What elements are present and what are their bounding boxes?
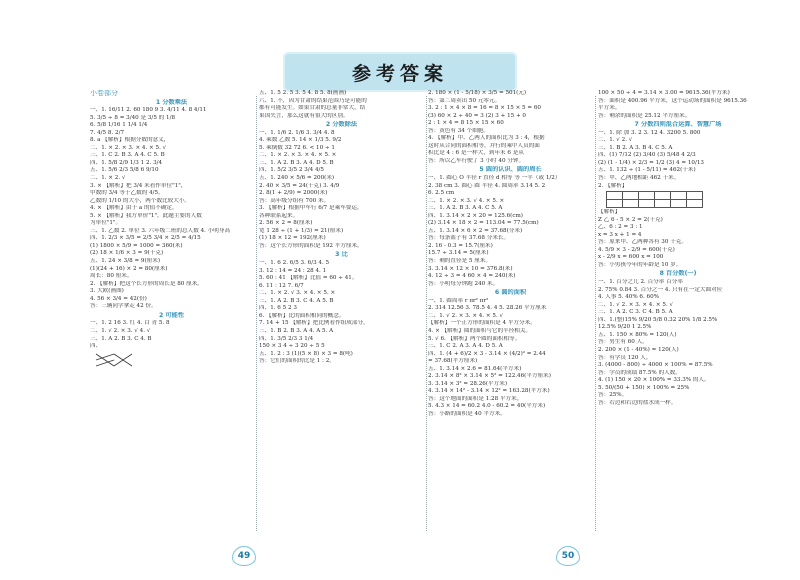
answer-line: 【解析】 [598, 209, 621, 216]
answer-line: 一、1. 2 16 3. 红 4. 白 青 5. 8 [90, 320, 170, 327]
answer-line: 果国失言，那么这就有很大的区别。 [259, 112, 349, 119]
answer-line: (1) 18 × 12 = 192(厘米) [259, 235, 326, 242]
answer-line: 5. 4.3 × 14 = 60.2 4.0 - 60.2 = 40(平方米) [428, 403, 546, 410]
answer-line: 6. 2.5 cm [428, 190, 455, 197]
answer-line: 5. × 【解析】我方单价"1"，此题主要的人数 [90, 212, 202, 219]
answer-line: 六、1. 不，因为甘肃的结果范围乃是可能的 [259, 97, 367, 104]
answer-line: 4. 12 ÷ 3 = 4 60 × 4 = 240(米) [428, 273, 516, 280]
table-cell [655, 200, 671, 208]
answer-line: 5. √ 6. 【解析】两个圆的面积相等。 [428, 335, 521, 342]
answer-line: 答：小明每分钟跑 240 米。 [428, 280, 499, 287]
answer-line: 2. 38 cm 3. 圆心 圆 半径 4. 圆周率 3.14 5. 2 [428, 182, 546, 189]
answer-line: 答：这个长方形的面积是 192 平方厘米。 [259, 242, 363, 249]
answer-line: 五、1. 2 : 3 (1)(5 × 8) × 3 = 8(吨) [259, 350, 353, 357]
answer-line: 乙、6 : 2 = 3 : 1 [598, 224, 643, 231]
answer-line: 4. 乘数 乙数 5. 14 × 1/3 5. 9/2 [259, 137, 342, 144]
section-heading: 7 分数四则混合运算、智慧广场 [634, 121, 722, 129]
answer-column-3 [428, 90, 593, 540]
answer-line: 6. 11 : 12 7. 6/7 [259, 282, 304, 289]
answer-line: 3. × 【解析】把 3/4 米看作单位"1"， [90, 182, 187, 189]
answer-key-banner [283, 52, 517, 92]
answer-line: 周长：80 厘米。 [90, 273, 133, 280]
answer-line: 二、1. × 2. √ [90, 175, 126, 182]
answer-line: 7. 14 + 15 【解析】把比例看作组成部分， [259, 320, 369, 327]
answer-line: 三、1. 乙数 2. 单位 3. 六年级二班的总人数 4. 小明身高 [90, 227, 231, 234]
answer-line: 3. 【解析】根据甲车行 6/7 是乘车要运， [259, 205, 363, 212]
answer-line: 二、1. × 2. × 3. × 4. × 5. × [259, 152, 337, 159]
page-number-right: 50 [556, 546, 580, 566]
answer-line: 2. 56 × 2 = 8(厘米) [259, 220, 313, 227]
answer-line: 积比是 4 : 6 是一样大，到年末 6 是从 [428, 150, 524, 157]
answer-line: 四、1. (4 + 6)/2 × 3 - 3.14 × (4/2)² = 2.44 [428, 350, 546, 357]
section-heading: 8 百分数(一) [659, 270, 697, 278]
answer-line: 15.7 ÷ 3.14 = 5(厘米) [428, 250, 489, 257]
answer-line: x - 2/9 x = 600 x = 100 [598, 254, 664, 261]
answer-line: 乙数的 1/10 的大小，两个数比较大小。 [90, 197, 191, 204]
answer-line: 答：所以乙车行驶了 3 小时 40 分钟。 [428, 157, 525, 164]
answer-line: 3. 2 : 1 × 4 × 8 = 16 = 8 × 15 × 5 = 60 [428, 105, 541, 112]
answer-line: 3. 12 : 14 = 24 : 28 4. 1 [259, 267, 327, 274]
table-cell [655, 192, 671, 200]
answer-line: 4. 3.14 × 14² - 3.14 × 12² = 163.28(平方米) [428, 388, 550, 395]
answer-line: (3) 60 × 2 ÷ 40 = 3 (2) 3 + 15 + 0 [428, 112, 526, 119]
answer-line: 三、1. B 2. B 3. A 4. A 5. A [259, 327, 334, 334]
answer-line: 答：男生有 60 人。 [598, 339, 648, 346]
answer-line: 3. (4000 - 800) ÷ 4000 × 100% = 87.5% [598, 362, 713, 369]
answer-line: 答：面积是 400.96 平方米，这个运动场的面积是 9615.36 [598, 97, 747, 104]
table-cell [623, 200, 639, 208]
answer-line: 三、1. C 2. B 3. A 4. C 5. B [90, 152, 165, 159]
answer-line: 三、1. C 2. A 3. A 4. D 5. A [428, 343, 503, 350]
answer-line: 答：剩的直径是 5 厘米。 [428, 258, 492, 265]
answer-line: 四、1. 2/3 × 3/5 = 2/5 3/4 × 2/5 = 4/15 [90, 235, 201, 242]
answer-line: 答：原来甲、乙两种各有 30 千克。 [598, 239, 687, 246]
answer-line: 一、1. 百分之几 2. 百分率 百分率 [598, 279, 683, 286]
answer-line: 二、1. × 2. √ 3. × 4. × 5. × [259, 290, 336, 297]
answer-line: 三、1. A 2. B 3. A 4. C 5. A [428, 205, 503, 212]
answer-line: 7. 4/5 8. 2/7 [90, 129, 125, 136]
answer-line: 4. × 【解析】由于 a 的值不确定。 [90, 205, 178, 212]
answer-line: 3. 大欧(画图) [90, 288, 124, 295]
answer-line: 12.5% 9/20 1 2.5% [598, 324, 652, 331]
answer-line: 答：高年级分组有 700 米。 [259, 197, 330, 204]
answer-line: (1)(24 + 16) × 2 = 80(厘米) [90, 265, 168, 272]
answer-line: = 37.68(平方厘米) [428, 358, 478, 365]
answer-line: 2. 【解析】把这个长方形的周长是 80 厘米。 [90, 280, 203, 287]
page-number-left: 49 [232, 546, 256, 566]
column-divider [426, 96, 427, 531]
answer-line: Z 乙 6 - 5 × 2 = 2(千克) [598, 216, 663, 223]
answer-line: 五、1. 5/6 2/3 5/8 6 9/10 [90, 167, 159, 174]
answer-line: 答：这个地面的面积是 1.28 平方米。 [428, 395, 523, 402]
answer-line: 答：学员的成绩 87.5% 的人数。 [598, 369, 681, 376]
table-cell [639, 200, 655, 208]
answer-line: 二、1. √ 2. √ [598, 137, 633, 144]
answer-line: 二、1. × 2. × 3. × 4. × 5. √ [90, 144, 167, 151]
answer-line: 二、1. √ 2. × 3. √ 4. √ [90, 327, 151, 334]
answer-line: 答：它们的面积的比是 1 : 2。 [259, 358, 335, 365]
answer-line: 4. 人事 5. 40% 6. 60% [598, 294, 659, 301]
answer-line: 五、1. 150 × 80% = 120(人) [598, 331, 677, 338]
answer-line: 答：小路的面积是 40 平方米。 [428, 410, 506, 417]
answer-line: 四、1. 5/2 3/5 2 3/4 4/5 [259, 167, 324, 174]
answer-line: 一、1. 6 2. 6/5 3. 6/3 4. 5 [259, 260, 330, 267]
answer-line: 答：每条篮子有 37.68 分米长。 [428, 235, 510, 242]
answer-line: 五、1. 5 2. 5 3. 5 4. 8 5. 8(画画) [259, 90, 347, 96]
answer-line: 6. 5/8 1/16 1 1/4 1/4 [90, 122, 148, 129]
answer-line: 四、(1) 7/12 (2) 3/40 (3) 5/48 4 2/3 [598, 152, 696, 159]
answer-line: 6. 【解析】比的面积相同的概念。 [259, 312, 345, 319]
answer-line: 五、1. 240 × 5/6 = 200(米) [259, 175, 335, 182]
answer-line: 平方米。 [598, 105, 621, 112]
answer-line: 三、1. A 2. B 3. C 4. A 5. B [259, 297, 334, 304]
answer-line: 答：右边和右边的盐水成一样。 [598, 399, 677, 406]
answer-line: 5. 乘倒数 32 72 6. < 10 ÷ 1 [259, 144, 335, 151]
answer-line: 三、1. A 2. C 3. C 4. B 5. A [598, 309, 673, 316]
answer-line: 甲数的 3/4 等于乙数的 4/5， [90, 190, 164, 197]
answer-line: (2) 3.14 × 18 × 2 = 113.04 = 77.5(cm) [428, 220, 539, 227]
answer-line: 2. 200 × (1 - 40%) = 120(人) [598, 346, 679, 353]
answer-line: 答：有学员 120 人。 [598, 354, 652, 361]
table-cell [639, 192, 655, 200]
answer-line: 答：黄色有 34 个细胞。 [428, 127, 490, 134]
answer-line: 一、1. 圆心 O 半径 r 直径 d 相等 等 一半（或 1/2） [428, 175, 561, 182]
answer-line: (2) 18 × 1/6 × 3 = 9(千克) [90, 250, 164, 257]
answer-line: 五、1. 3.14 × 6 × 2 = 37.68(分米) [428, 227, 523, 234]
match-line [96, 354, 114, 360]
answer-line: 4. (1) 150 × 20 × 100% = 33.3% 的人。 [598, 377, 710, 384]
answer-line: 为单位"1"。 [90, 220, 122, 227]
answer-line: 2. 40 × 3/5 = 24(千克) 3. 4/9 [259, 182, 340, 189]
answer-line: 2. 180 × (1 - 5/18) × 3/5 = 501(元) [428, 90, 527, 96]
answer-line: 答：小男孩今年的年龄是 10 岁。 [598, 261, 682, 268]
answer-line: 答：甲、乙两地相距 462 千米。 [598, 175, 680, 182]
answer-line: 【解析】一个正方形的面积是 4 平方分米。 [428, 320, 536, 327]
answer-line: 五、1. 132 ÷ (1 - 5/11) = 462(千米) [598, 167, 696, 174]
table-cell [671, 200, 687, 208]
answer-line: 四、1. 6 5 2 3 [259, 305, 297, 312]
section-heading: 6 圆的面积 [494, 289, 527, 297]
answer-column-2 [259, 90, 424, 540]
answer-column-4 [598, 90, 758, 540]
answer-line: 四、 [90, 343, 102, 350]
column-divider [256, 96, 257, 531]
answer-line: 二、1. × 2. × 3. √ 4. × 5. × [428, 197, 505, 204]
answer-line: 五、1. 3.14 × 2.6 = 81.64(平方米) [428, 365, 522, 372]
answer-line: 2. 75% 0.84 3. 百分之一 4. 只有在一定大圆对应 [598, 286, 723, 293]
table-cell [607, 192, 623, 200]
answer-line: 五、1. 24 × 3/8 = 9(厘米) [90, 258, 161, 265]
answer-line: 一、1. 除 加 3. 2 3. 12 4. 3200 5. 800 [598, 129, 701, 136]
answer-line: 各种联系起来。 [259, 212, 299, 219]
answer-line: 四、1.(整)15% 9/20 5/8 0.32 20% 1/8 2.5% [598, 316, 718, 323]
column-divider [595, 96, 596, 531]
answer-line: 2. 3.14 × 8² × 3.14 × 5² = 122.46(平方厘米) [428, 373, 551, 380]
section-heading: 3 比 [335, 251, 348, 259]
table-cell [623, 192, 639, 200]
answer-line: 150 × 3 4 ÷ 3 20 ÷ 5 5 [259, 343, 325, 350]
answer-line: 宽 1 28 ÷ (1 + 1/3) = 21(厘米) [259, 227, 344, 234]
answer-line: 三、1. A 2. B 3. C 4. B [90, 335, 152, 342]
answer-line: 答：三辆同学拿走 42 份。 [90, 303, 157, 310]
answer-line: 2. 16 - 0.3 = 15.7(厘米) [428, 242, 493, 249]
answer-line: 二、1. √ 2. × 3. × 4. × 5. √ [598, 301, 674, 308]
section-heading: 小卷部分 [90, 90, 118, 97]
match-line [96, 354, 114, 366]
answer-line: 4. × 【解析】圆的面积与它的半径相关。 [428, 327, 532, 334]
answer-line: 8. a 【解析】根据分数的意义， [90, 137, 170, 144]
answer-line: 3. 3.14 × 12 × 10 = 376.8(米) [428, 265, 513, 272]
section-heading: 5 圆的认识、圆的周长 [479, 166, 542, 174]
answer-line: 2 : 1 × 4 = 8 15 × 15 × 60 [428, 120, 504, 127]
answer-line: 100 × 50 ÷ 4 = 3.14 × 3.00 = 9615.36(平方米) [598, 90, 730, 96]
answer-line: 2. 314 12.56 3. 78.5 4. 4 5. 28.26 平方厘米 [428, 305, 547, 312]
answer-line: 都有可能发生。如果甘肃的总量非常大，结 [259, 105, 366, 112]
answer-line: 三、1. B 2. A 3. B 4. C 5. A [598, 144, 673, 151]
answer-line: 答：25%。 [598, 392, 628, 399]
table-cell [671, 192, 687, 200]
answer-line: 四、1. 3/5 2/3 3 1/4 [259, 335, 314, 342]
answer-column-1 [90, 90, 253, 540]
answer-line: 二、1. √ 2. × 3. × 4. × 5. √ [428, 312, 504, 319]
table-cell [607, 200, 623, 208]
answer-line: 四、1. 5/8 2/9 1/3 1 2. 3/4 [90, 159, 163, 166]
matching-lines-figure [94, 352, 134, 368]
page-title: 参考答案 [351, 62, 448, 85]
table-cell [687, 192, 703, 200]
answer-line: 5. 50/(50 + 150) × 100% = 25% [598, 384, 690, 391]
section-heading: 2 分数除法 [325, 121, 358, 129]
answer-line: 5. 3/5 ÷ 8 = 3/40 是 3/5 的 1/8 [90, 114, 176, 121]
answer-table [606, 191, 703, 208]
answer-line: 三、1. A 2. B 3. A 4. D 5. B [259, 159, 334, 166]
answer-line: x = 3 x + 1 = 4 [598, 231, 642, 238]
match-line [96, 360, 114, 366]
section-heading: 1 分数乘法 [155, 98, 188, 106]
answer-line: (1) 1800 × 5/9 = 1000 = 360(米) [90, 242, 183, 249]
answer-line: 一、1. 16/11 2. 60 180 9 3. 4/11 4. 8 4/11 [90, 107, 207, 114]
answer-line: 这时从合同的面积相等，并行的乘中人员的面 [428, 142, 540, 149]
answer-line: 答：剩余的面积是 25.12 平方厘米。 [598, 112, 691, 119]
answer-line: 答：第二周卖出 50 元零元。 [428, 97, 501, 104]
answer-line: 5. 60 : 41 【解析】比值 = 60 ÷ 41。 [259, 275, 358, 282]
answer-line: 4. 56 × 3/4 = 42(份) [90, 295, 147, 302]
section-heading: 2 可能性 [158, 311, 185, 319]
table-cell [687, 200, 703, 208]
answer-line: 3. 3.14 × 3² = 28.26(平方米) [428, 380, 508, 387]
answer-line: (2) (1 - 1/4) × 2/3 = 1/2 (3) 4 = 10/13 [598, 159, 704, 166]
answer-line: 4. 【解析】甲、乙两人的面积比为 3 : 4，根据 [428, 135, 545, 142]
answer-line: 一、1. 1/6 2. 1/6 3. 3/4 4. 8 [259, 129, 335, 136]
answer-line: 四、1. 3.14 × 2 × 20 = 125.6(cm) [428, 212, 523, 219]
answer-line: 2. 8(1 + 2/9) = 2000(米) [259, 190, 328, 197]
answer-line: 一、1. 圆周率 r πr² πr² [428, 297, 489, 304]
answer-line: 2. 【解析】 [598, 182, 628, 189]
answer-line: 4. 5/9 × 3 - 2/9 = 600(千克) [598, 246, 675, 253]
